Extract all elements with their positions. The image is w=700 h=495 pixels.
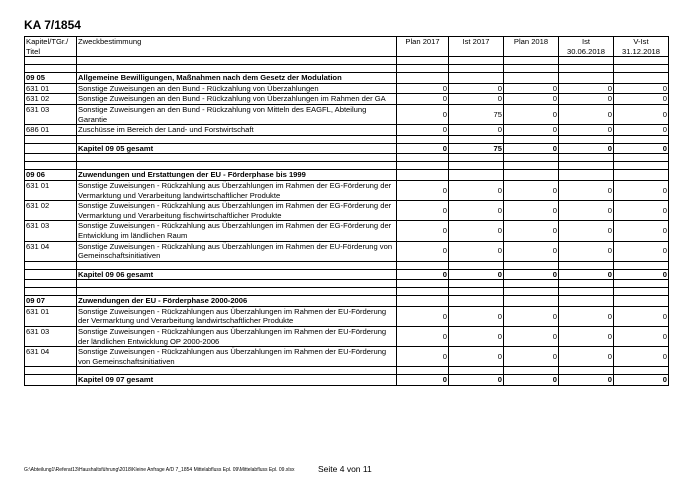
title-code: 631 03 — [25, 104, 77, 124]
spacer-row — [25, 261, 669, 269]
amount-cell: 0 — [559, 104, 614, 124]
title-code — [25, 269, 77, 280]
amount-cell: 0 — [559, 375, 614, 386]
amount-cell: 0 — [614, 241, 669, 261]
amount-cell: 0 — [449, 221, 504, 241]
spacer-row — [25, 280, 669, 288]
amount-cell: 0 — [614, 375, 669, 386]
amount-cell: 0 — [449, 180, 504, 200]
amount-cell: 75 — [449, 143, 504, 154]
table-header-row — [25, 37, 669, 57]
amount-cell: 0 — [449, 125, 504, 136]
amount-cell — [397, 73, 449, 84]
table-row — [25, 306, 669, 326]
purpose-text: Sonstige Zuweisungen an den Bund - Rückzahlung von Überzahlungen im Rahmen der GA — [77, 94, 397, 105]
amount-cell: 0 — [449, 94, 504, 105]
section-total-row — [25, 375, 669, 386]
amount-cell: 0 — [614, 221, 669, 241]
purpose-text: Sonstige Zuweisungen an den Bund - Rückzahlung von Mitteln des EAGFL, Abteilung Garantie — [77, 104, 397, 124]
title-code: 631 04 — [25, 241, 77, 261]
header-purpose: Zweckbestimmung — [77, 37, 397, 57]
table-row — [25, 180, 669, 200]
amount-cell — [559, 170, 614, 181]
header-chapter-title: Kapitel/TGr./ Titel — [25, 37, 77, 57]
table-row — [25, 241, 669, 261]
amount-cell: 0 — [614, 104, 669, 124]
amount-cell: 0 — [504, 221, 559, 241]
title-code: 631 02 — [25, 201, 77, 221]
table-row — [25, 347, 669, 367]
amount-cell: 0 — [397, 125, 449, 136]
amount-cell: 0 — [449, 241, 504, 261]
purpose-text: Zuwendungen und Erstattungen der EU - Förderphase bis 1999 — [77, 170, 397, 181]
amount-cell: 0 — [559, 269, 614, 280]
purpose-text: Sonstige Zuweisungen an den Bund - Rückzahlung von Überzahlungen — [77, 83, 397, 94]
spacer-row — [25, 288, 669, 296]
spacer-row — [25, 162, 669, 170]
amount-cell: 0 — [397, 347, 449, 367]
amount-cell: 0 — [614, 269, 669, 280]
amount-cell: 0 — [559, 306, 614, 326]
amount-cell: 75 — [449, 104, 504, 124]
section-heading-row — [25, 73, 669, 84]
budget-table — [24, 36, 669, 386]
spacer-row — [25, 135, 669, 143]
title-code: 631 03 — [25, 327, 77, 347]
section-heading-row — [25, 296, 669, 307]
amount-cell: 0 — [449, 347, 504, 367]
amount-cell: 0 — [614, 94, 669, 105]
amount-cell: 0 — [449, 201, 504, 221]
title-code: 09 05 — [25, 73, 77, 84]
spacer-row — [25, 57, 669, 65]
amount-cell — [559, 73, 614, 84]
amount-cell: 0 — [504, 104, 559, 124]
header-ist-30-06-2018: Ist 30.06.2018 — [559, 37, 614, 57]
purpose-text: Kapitel 09 07 gesamt — [77, 375, 397, 386]
footer-page-number: Seite 4 von 11 — [318, 464, 372, 474]
amount-cell: 0 — [504, 201, 559, 221]
amount-cell: 0 — [397, 104, 449, 124]
title-code: 09 07 — [25, 296, 77, 307]
amount-cell: 0 — [504, 241, 559, 261]
table-row — [25, 327, 669, 347]
purpose-text: Allgemeine Bewilligungen, Maßnahmen nach dem Gesetz der Modulation — [77, 73, 397, 84]
table-row — [25, 201, 669, 221]
section-total-row — [25, 143, 669, 154]
amount-cell: 0 — [504, 83, 559, 94]
purpose-text: Sonstige Zuweisungen - Rückzahlungen aus Überzahlungen im Rahmen der EU-Förderung von Gemeinschaftsinitiativen — [77, 347, 397, 367]
amount-cell: 0 — [614, 125, 669, 136]
purpose-text: Sonstige Zuweisungen - Rückzahlung aus Überzahlungen im Rahmen der EG-Förderung der Vermarktung und Verarbeitung landwirtschaftlicher Produkte — [77, 180, 397, 200]
amount-cell: 0 — [449, 306, 504, 326]
amount-cell — [504, 296, 559, 307]
amount-cell: 0 — [559, 83, 614, 94]
amount-cell — [614, 296, 669, 307]
table-row — [25, 94, 669, 105]
amount-cell: 0 — [504, 306, 559, 326]
section-total-row — [25, 269, 669, 280]
amount-cell — [504, 73, 559, 84]
header-ist-2017: Ist 2017 — [449, 37, 504, 57]
purpose-text: Sonstige Zuweisungen - Rückzahlung aus Überzahlungen im Rahmen der EU-Förderung von Gemeinschaftsinitiativen — [77, 241, 397, 261]
amount-cell: 0 — [397, 241, 449, 261]
amount-cell: 0 — [559, 125, 614, 136]
amount-cell — [449, 73, 504, 84]
amount-cell: 0 — [504, 143, 559, 154]
amount-cell: 0 — [614, 201, 669, 221]
amount-cell: 0 — [559, 221, 614, 241]
purpose-text: Sonstige Zuweisungen - Rückzahlung aus Überzahlungen im Rahmen der EG-Förderung der Entwicklung im ländlichen Raum — [77, 221, 397, 241]
amount-cell: 0 — [559, 201, 614, 221]
footer-file-path: G:\Abteilung1\Referat13\Haushaltsführung\2018\Kleine Anfrage A/D 7_1854 Mittelabfluss Epl. 09\Mittelabfluss Epl. 09.xlsx — [24, 467, 295, 473]
amount-cell — [614, 170, 669, 181]
purpose-text: Sonstige Zuweisungen - Rückzahlung aus Überzahlungen im Rahmen der EG-Förderung der Vermarktung und Verarbeitung fischwirtschaftlicher Produkte — [77, 201, 397, 221]
amount-cell: 0 — [449, 83, 504, 94]
title-code: 686 01 — [25, 125, 77, 136]
title-code: 631 03 — [25, 221, 77, 241]
amount-cell: 0 — [397, 180, 449, 200]
purpose-text: Sonstige Zuweisungen - Rückzahlungen aus Überzahlungen im Rahmen der EU-Förderung der Vermarktung und Verarbeitung landwirtschaftlicher Produkte — [77, 306, 397, 326]
amount-cell: 0 — [397, 94, 449, 105]
amount-cell: 0 — [614, 327, 669, 347]
title-code: 09 06 — [25, 170, 77, 181]
purpose-text: Zuwendungen der EU - Förderphase 2000-2006 — [77, 296, 397, 307]
title-code: 631 01 — [25, 306, 77, 326]
amount-cell — [397, 296, 449, 307]
amount-cell: 0 — [504, 269, 559, 280]
purpose-text: Kapitel 09 06 gesamt — [77, 269, 397, 280]
amount-cell: 0 — [397, 269, 449, 280]
amount-cell: 0 — [559, 241, 614, 261]
amount-cell: 0 — [614, 180, 669, 200]
amount-cell: 0 — [614, 83, 669, 94]
title-code — [25, 375, 77, 386]
amount-cell: 0 — [504, 180, 559, 200]
table-row — [25, 104, 669, 124]
amount-cell: 0 — [614, 143, 669, 154]
amount-cell: 0 — [397, 221, 449, 241]
amount-cell: 0 — [449, 327, 504, 347]
title-code: 631 01 — [25, 180, 77, 200]
amount-cell — [449, 170, 504, 181]
amount-cell: 0 — [397, 375, 449, 386]
amount-cell — [614, 73, 669, 84]
header-v-ist-31-12-2018: V-Ist 31.12.2018 — [614, 37, 669, 57]
purpose-text: Zuschüsse im Bereich der Land- und Forstwirtschaft — [77, 125, 397, 136]
amount-cell — [504, 170, 559, 181]
amount-cell: 0 — [449, 375, 504, 386]
title-code: 631 01 — [25, 83, 77, 94]
title-code: 631 04 — [25, 347, 77, 367]
amount-cell: 0 — [397, 201, 449, 221]
amount-cell: 0 — [559, 94, 614, 105]
amount-cell: 0 — [614, 306, 669, 326]
amount-cell — [397, 170, 449, 181]
amount-cell: 0 — [559, 180, 614, 200]
title-code: 631 02 — [25, 94, 77, 105]
purpose-text: Sonstige Zuweisungen - Rückzahlungen aus Überzahlungen im Rahmen der EU-Förderung der ländlichen Entwicklung OP 2000-2006 — [77, 327, 397, 347]
table-row — [25, 221, 669, 241]
amount-cell: 0 — [504, 94, 559, 105]
amount-cell: 0 — [397, 143, 449, 154]
document-title: KA 7/1854 — [24, 18, 81, 32]
amount-cell — [449, 296, 504, 307]
amount-cell — [559, 296, 614, 307]
amount-cell: 0 — [504, 125, 559, 136]
amount-cell: 0 — [559, 327, 614, 347]
amount-cell: 0 — [504, 327, 559, 347]
header-plan-2017: Plan 2017 — [397, 37, 449, 57]
amount-cell: 0 — [397, 306, 449, 326]
header-plan-2018: Plan 2018 — [504, 37, 559, 57]
amount-cell: 0 — [559, 347, 614, 367]
amount-cell: 0 — [397, 327, 449, 347]
amount-cell: 0 — [559, 143, 614, 154]
amount-cell: 0 — [449, 269, 504, 280]
table-row — [25, 83, 669, 94]
spacer-row — [25, 65, 669, 73]
amount-cell: 0 — [504, 347, 559, 367]
spacer-row — [25, 154, 669, 162]
section-heading-row — [25, 170, 669, 181]
amount-cell: 0 — [397, 83, 449, 94]
purpose-text: Kapitel 09 05 gesamt — [77, 143, 397, 154]
amount-cell: 0 — [614, 347, 669, 367]
title-code — [25, 143, 77, 154]
amount-cell: 0 — [504, 375, 559, 386]
table-row — [25, 125, 669, 136]
spacer-row — [25, 367, 669, 375]
